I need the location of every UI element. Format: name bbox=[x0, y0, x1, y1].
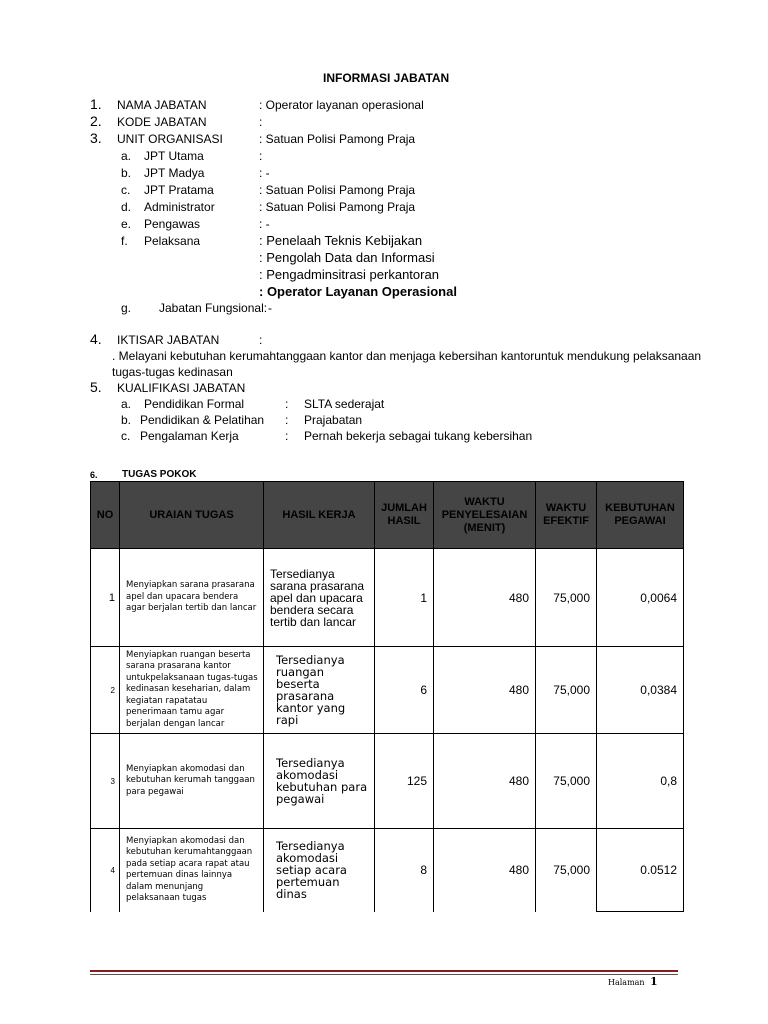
sub-item-colon: : bbox=[285, 429, 289, 443]
item-value: : Satuan Polisi Pamong Praja bbox=[259, 132, 416, 146]
table-row bbox=[91, 549, 684, 647]
table-header: NO bbox=[91, 482, 120, 549]
cell-no: 2 bbox=[91, 647, 120, 734]
item-label: IKTISAR JABATAN bbox=[117, 333, 220, 347]
cell-kebutuhan: 0,0384 bbox=[597, 647, 684, 734]
sub-item-value: Prajabatan bbox=[304, 413, 363, 427]
table-header: WAKTU PENYELESAIAN (MENIT) bbox=[434, 482, 536, 549]
sub-item-value: : Satuan Polisi Pamong Praja bbox=[259, 183, 416, 197]
sub-item-value: : Penelaah Teknis Kebijakan bbox=[259, 233, 423, 248]
sub-item-label: JPT Pratama bbox=[144, 183, 214, 197]
tugas-pokok-table bbox=[90, 481, 684, 912]
sub-item-letter: b. bbox=[121, 166, 132, 180]
sub-item-letter: b. bbox=[121, 413, 132, 427]
sub-item-value: - bbox=[268, 301, 272, 315]
table-row bbox=[91, 734, 684, 829]
sub-item-value: Pernah bekerja sebagai tukang kebersihan bbox=[304, 429, 533, 443]
sub-item-colon: : bbox=[285, 413, 289, 427]
footer-page-number: 1 bbox=[650, 975, 658, 988]
sub-item-value: SLTA sederajat bbox=[304, 397, 385, 411]
cell-waktu: 480 bbox=[434, 734, 536, 829]
item-label: UNIT ORGANISASI bbox=[117, 132, 223, 146]
table-row bbox=[91, 647, 684, 734]
cell-efektif: 75,000 bbox=[536, 647, 597, 734]
sub-item-label: Pengalaman Kerja bbox=[140, 429, 239, 443]
item-value: : Operator layanan operasional bbox=[259, 98, 424, 112]
table-header: URAIAN TUGAS bbox=[120, 482, 264, 549]
sub-item-label: Pendidikan Formal bbox=[144, 397, 245, 411]
cell-waktu: 480 bbox=[434, 549, 536, 647]
sub-item-letter: e. bbox=[121, 217, 132, 231]
sub-item-letter: c. bbox=[121, 183, 131, 197]
item-number: 2. bbox=[90, 113, 102, 129]
pelaksana-line: : Operator Layanan Operasional bbox=[259, 284, 457, 299]
ikhtisar-text: . Melayani kebutuhan kerumahtanggaan kantor dan menjaga kebersihan kantoruntuk mendukung pelaksanaan bbox=[112, 349, 702, 363]
sub-item-label: JPT Utama bbox=[144, 149, 204, 163]
table-header-row bbox=[91, 482, 684, 549]
sub-item-colon: : bbox=[285, 397, 289, 411]
cell-uraian: Menyiapkan akomodasi dan kebutuhan kerumah tanggaan para pegawai bbox=[120, 734, 264, 829]
sub-item-label: Pendidikan & Pelatihan bbox=[140, 413, 265, 427]
sub-item-letter: a. bbox=[121, 149, 132, 163]
cell-no: 4 bbox=[91, 829, 120, 912]
cell-hasil: Tersedianya akomodasi kebutuhan para pegawai bbox=[264, 734, 375, 829]
sub-item-letter: a. bbox=[121, 397, 132, 411]
cell-hasil: Tersedianya ruangan beserta prasarana kantor yang rapi bbox=[264, 647, 375, 734]
footer-rule bbox=[90, 970, 678, 972]
table-header: WAKTU EFEKTIF bbox=[536, 482, 597, 549]
cell-no: 1 bbox=[91, 549, 120, 647]
table-header: JUMLAH HASIL bbox=[375, 482, 434, 549]
pelaksana-line: : Pengadminsitrasi perkantoran bbox=[259, 267, 439, 282]
sub-item-value: : - bbox=[259, 217, 270, 231]
item-number: 5. bbox=[90, 379, 102, 395]
cell-efektif: 75,000 bbox=[536, 549, 597, 647]
cell-jumlah: 8 bbox=[375, 829, 434, 912]
page-title: INFORMASI JABATAN bbox=[323, 71, 450, 85]
cell-efektif: 75,000 bbox=[536, 829, 597, 912]
sub-item-letter: d. bbox=[121, 200, 132, 214]
sub-item-label: JPT Madya bbox=[144, 166, 205, 180]
cell-uraian: Menyiapkan sarana prasarana apel dan upacara bendera agar berjalan tertib dan lancar bbox=[120, 549, 264, 647]
item-value: : bbox=[259, 333, 263, 347]
item-number: 1. bbox=[90, 96, 102, 112]
cell-uraian: Menyiapkan akomodasi dan kebutuhan kerumahtanggaan pada setiap acara rapat atau pertemuan dinas lainnya dalam menunjang pelaksanaan tugas bbox=[120, 829, 264, 912]
cell-kebutuhan: 0,0064 bbox=[597, 549, 684, 647]
sub-item-value: : - bbox=[259, 166, 270, 180]
sub-item-value: : bbox=[259, 149, 263, 163]
sub-item-value: : Satuan Polisi Pamong Praja bbox=[259, 200, 416, 214]
cell-efektif: 75,000 bbox=[536, 734, 597, 829]
cell-uraian: Menyiapkan ruangan beserta sarana prasarana kantor untukpelaksanaan tugas-tugas kedinasan keseharian, dalam kegiatan rapatatau penerimaan tamu agar berjalan dengan lancar bbox=[120, 647, 264, 734]
cell-hasil: Tersedianya sarana prasarana apel dan upacara bendera secara tertib dan lancar bbox=[264, 549, 375, 647]
section-label: TUGAS POKOK bbox=[122, 469, 197, 480]
item-label: KODE JABATAN bbox=[117, 115, 207, 129]
item-number: 3. bbox=[90, 130, 102, 146]
ikhtisar-text: tugas-tugas kedinasan bbox=[112, 365, 233, 379]
sub-item-label: Administrator bbox=[144, 200, 215, 214]
item-value: : bbox=[259, 115, 263, 129]
sub-item-letter: g. bbox=[121, 301, 132, 315]
footer-rule bbox=[90, 974, 678, 975]
item-label: KUALIFIKASI JABATAN bbox=[117, 381, 246, 395]
sub-item-letter: c. bbox=[121, 429, 131, 443]
item-label: NAMA JABATAN bbox=[117, 98, 207, 112]
cell-waktu: 480 bbox=[434, 829, 536, 912]
table-header: HASIL KERJA bbox=[264, 482, 375, 549]
item-number: 4. bbox=[90, 331, 102, 347]
cell-jumlah: 1 bbox=[375, 549, 434, 647]
sub-item-label: Jabatan Fungsional: bbox=[159, 301, 268, 315]
footer-page-label: Halaman bbox=[608, 978, 645, 987]
pelaksana-line: : Pengolah Data dan Informasi bbox=[259, 250, 435, 265]
cell-kebutuhan: 0.0512 bbox=[597, 829, 684, 912]
table-header: KEBUTUHAN PEGAWAI bbox=[597, 482, 684, 549]
cell-jumlah: 125 bbox=[375, 734, 434, 829]
table-row bbox=[91, 829, 684, 912]
sub-item-label: Pelaksana bbox=[144, 234, 201, 248]
sub-item-label: Pengawas bbox=[144, 217, 201, 231]
sub-item-letter: f. bbox=[121, 234, 128, 248]
cell-waktu: 480 bbox=[434, 647, 536, 734]
cell-hasil: Tersedianya akomodasi setiap acara pertemuan dinas bbox=[264, 829, 375, 912]
cell-no: 3 bbox=[91, 734, 120, 829]
item-number: 6. bbox=[90, 470, 98, 480]
cell-jumlah: 6 bbox=[375, 647, 434, 734]
cell-kebutuhan: 0,8 bbox=[597, 734, 684, 829]
